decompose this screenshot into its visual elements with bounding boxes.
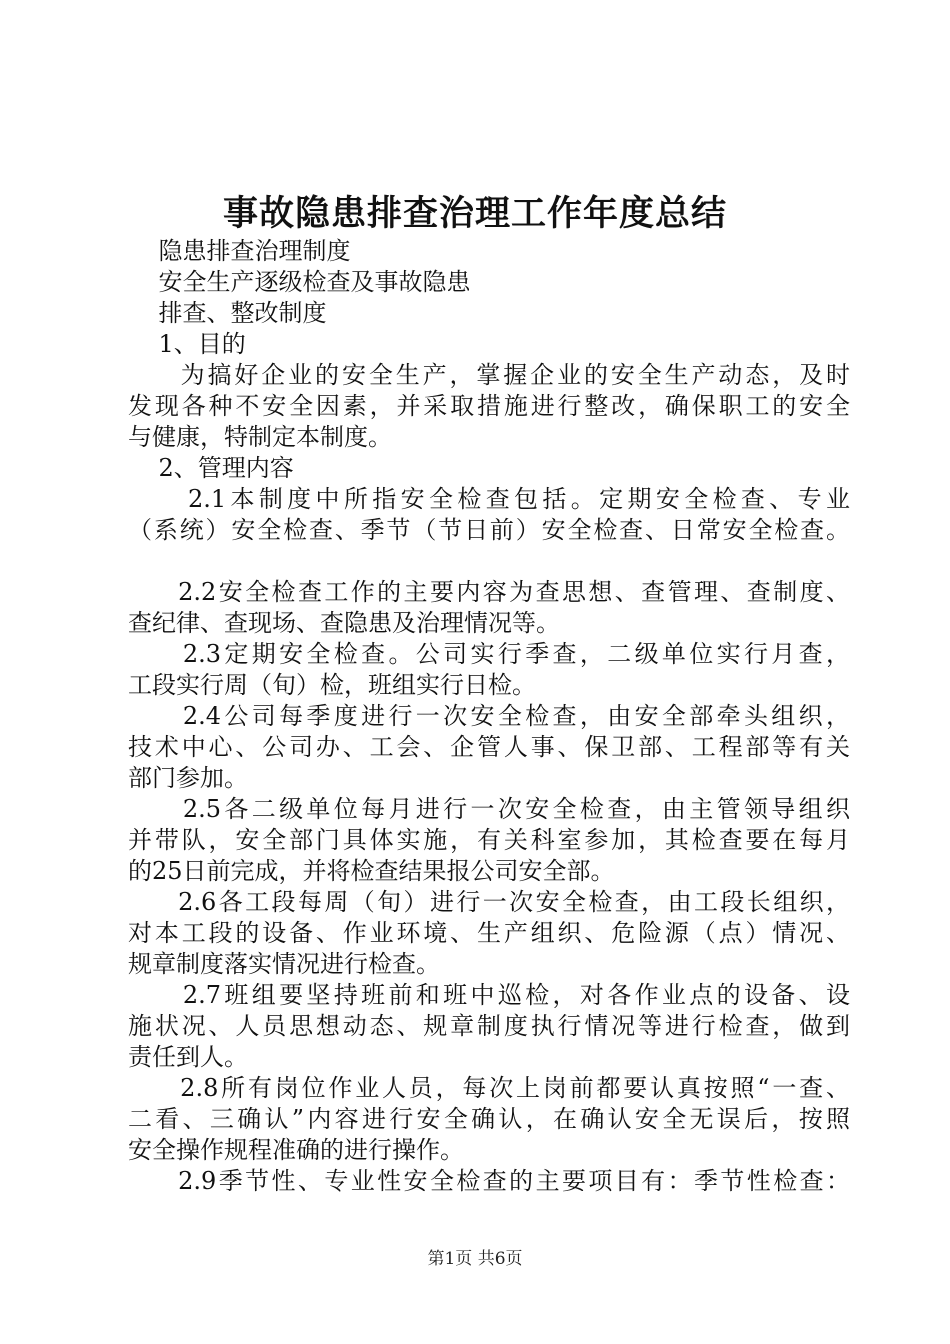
body-line: 2.9季节性、专业性安全检查的主要项目有：季节性检查： — [128, 1167, 850, 1195]
body-line: 2.5各二级单位每月进行一次安全检查，由主管领导组织 — [128, 795, 850, 823]
body-line: 排查、整改制度 — [128, 299, 327, 327]
body-line: 2.7班组要坚持班前和班中巡检，对各作业点的设备、设 — [128, 981, 850, 1009]
blank-line — [128, 546, 850, 577]
body-line: 部门参加。 — [128, 764, 248, 792]
page-footer: 第1页 共6页 — [427, 1249, 523, 1269]
body-line: 为搞好企业的安全生产，掌握企业的安全生产动态，及时 — [128, 361, 850, 389]
body-line: 2.3定期安全检查。公司实行季查，二级单位实行月查， — [128, 640, 850, 668]
body-line: 2.8所有岗位作业人员，每次上岗前都要认真按照“一查、 — [128, 1074, 850, 1102]
body-line: 二看、三确认”内容进行安全确认，在确认安全无误后，按照 — [128, 1105, 850, 1133]
body-line: 2.6各工段每周（旬）进行一次安全检查，由工段长组织， — [128, 888, 850, 916]
body-line: 2.4公司每季度进行一次安全检查，由安全部牵头组织， — [128, 702, 850, 730]
body-line: 与健康，特制定本制度。 — [128, 423, 392, 451]
body-line: 并带队，安全部门具体实施，有关科室参加，其检查要在每月 — [128, 826, 850, 854]
body-line: 1、目的 — [128, 330, 246, 358]
body-line: 2、管理内容 — [128, 454, 294, 482]
body-line: 的25日前完成，并将检查结果报公司安全部。 — [128, 857, 615, 885]
body-line: 隐患排查治理制度 — [128, 237, 351, 265]
body-line: （系统）安全检查、季节（节日前）安全检查、日常安全检查。 — [128, 516, 850, 544]
body-line: 安全操作规程准确的进行操作。 — [128, 1136, 464, 1164]
body-line: 2.2安全检查工作的主要内容为查思想、查管理、查制度、 — [128, 578, 850, 606]
body-line: 2.1本制度中所指安全检查包括。定期安全检查、专业 — [128, 485, 850, 513]
body-line: 查纪律、查现场、查隐患及治理情况等。 — [128, 609, 560, 637]
body-line: 责任到人。 — [128, 1043, 248, 1071]
body-line: 对本工段的设备、作业环境、生产组织、危险源（点）情况、 — [128, 919, 850, 947]
body-line: 安全生产逐级检查及事故隐患 — [128, 268, 471, 296]
document-body — [128, 236, 850, 1197]
body-line: 发现各种不安全因素，并采取措施进行整改，确保职工的安全 — [128, 392, 850, 420]
body-line: 施状况、人员思想动态、规章制度执行情况等进行检查，做到 — [128, 1012, 850, 1040]
body-line: 规章制度落实情况进行检查。 — [128, 950, 440, 978]
body-line: 工段实行周（旬）检，班组实行日检。 — [128, 671, 536, 699]
document-title: 事故隐患排查治理工作年度总结 — [222, 193, 727, 234]
body-line: 技术中心、公司办、工会、企管人事、保卫部、工程部等有关 — [128, 733, 850, 761]
